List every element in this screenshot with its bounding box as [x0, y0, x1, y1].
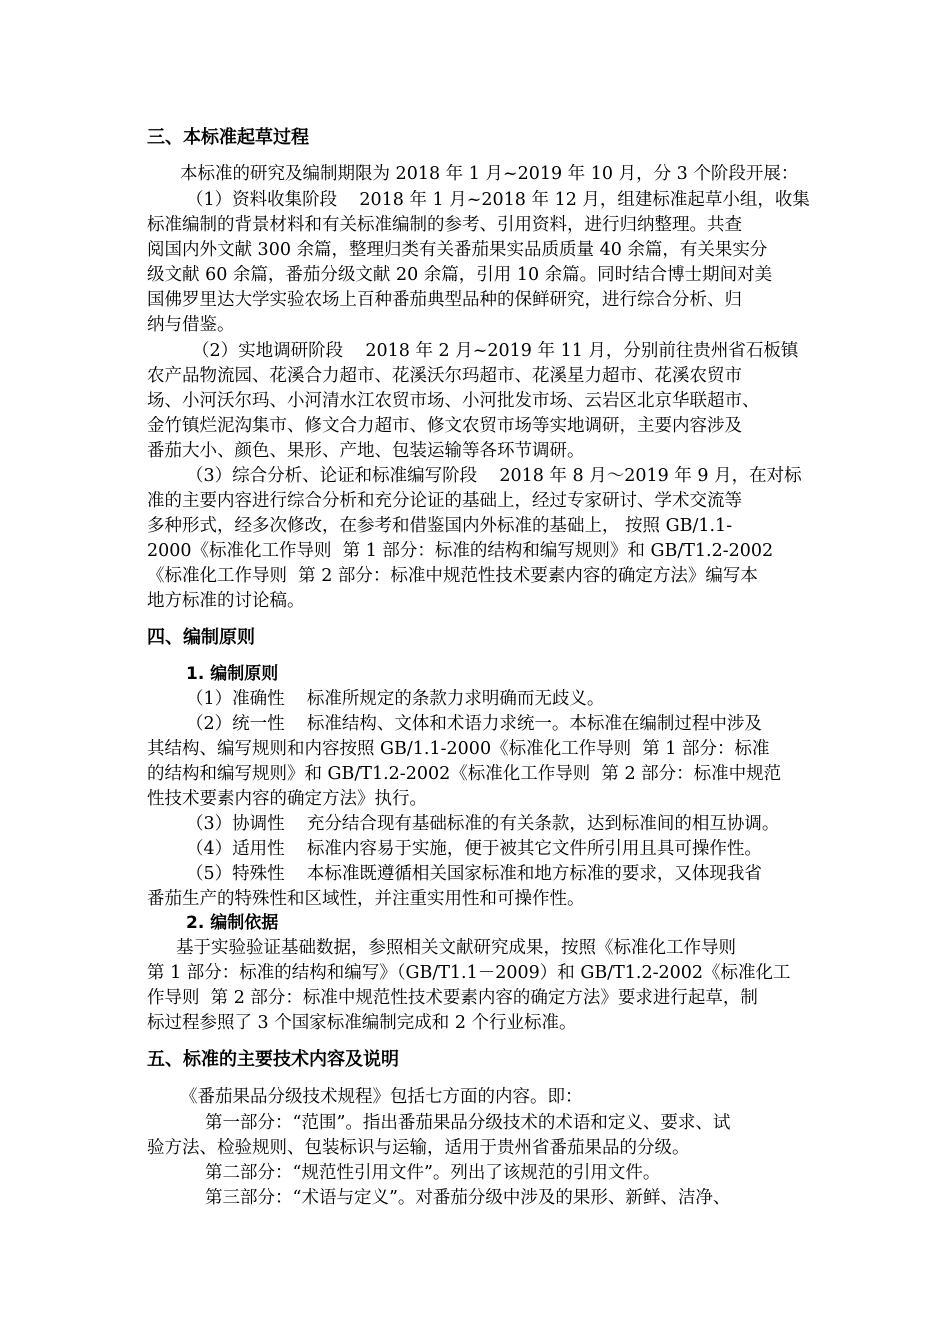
paragraph-line: 作导则 第 2 部分：标准中规范性技术要素内容的确定方法》要求进行起草，制 — [147, 988, 758, 1008]
paragraph-line: 场、小河沃尔玛、小河清水江农贸市场、小河批发市场、云岩区北京华联超市、 — [147, 391, 760, 411]
paragraph-line: 阅国内外文献 300 余篇，整理归类有关番茄果实品质质量 40 余篇，有关果实分 — [147, 240, 768, 260]
paragraph-line: 验方法、检验规则、包装标识与运输，适用于贵州省番茄果品的分级。 — [147, 1138, 690, 1158]
paragraph-line: （3）协调性 充分结合现有基础标准的有关条款，达到标准间的相互协调。 — [186, 814, 780, 834]
paragraph-line: 《番茄果品分级技术规程》包括七方面的内容。即： — [180, 1087, 583, 1107]
paragraph-line: 标准编制的背景材料和有关标准编制的参考、引用资料，进行归纳整理。共查 — [147, 215, 742, 235]
paragraph-line: （2）统一性 标准结构、文体和术语力求统一。本标准在编制过程中涉及 — [186, 714, 762, 734]
paragraph-line: 第二部分：“规范性引用文件”。列出了该规范的引用文件。 — [205, 1163, 661, 1183]
paragraph-line: 国佛罗里达大学实验农场上百种番茄典型品种的保鲜研究，进行综合分析、归 — [147, 290, 742, 310]
paragraph-line: 纳与借鉴。 — [147, 315, 235, 335]
paragraph-line: 第三部分：“术语与定义”。对番茄分级中涉及的果形、新鲜、洁净、 — [205, 1188, 731, 1208]
section-heading: 四、编制原则 — [147, 627, 255, 648]
paragraph-line: （5）特殊性 本标准既遵循相关国家标准和地方标准的要求，又体现我省 — [186, 864, 762, 884]
paragraph-line: （3）综合分析、论证和标准编写阶段 2018 年 8 月～2019 年 9 月，在对标 — [186, 466, 802, 486]
paragraph-line: 金竹镇烂泥沟集市、修文合力超市、修文农贸市场等实地调研，主要内容涉及 — [147, 416, 742, 436]
paragraph-line: 地方标准的讨论稿。 — [147, 591, 305, 611]
paragraph-line: （4）适用性 标准内容易于实施，便于被其它文件所引用且具可操作性。 — [186, 839, 762, 859]
paragraph-line: 番茄大小、颜色、果形、产地、包装运输等各环节调研。 — [147, 441, 585, 461]
paragraph-line: 《标准化工作导则 第 2 部分：标准中规范性技术要素内容的确定方法》编写本 — [147, 566, 758, 586]
paragraph-line: 的结构和编写规则》和 GB/T1.2-2002《标准化工作导则 第 2 部分：标准中规范 — [147, 764, 782, 784]
section-heading: 五、标准的主要技术内容及说明 — [147, 1049, 399, 1070]
paragraph-line: 本标准的研究及编制期限为 2018 年 1 月~2019 年 10 月，分 3 个阶段开展： — [180, 164, 799, 184]
paragraph-line: 2000《标准化工作导则 第 1 部分：标准的结构和编写规则》和 GB/T1.2-2002 — [147, 541, 774, 561]
section-heading: 三、本标准起草过程 — [147, 127, 309, 148]
paragraph-line: 农产品物流园、花溪合力超市、花溪沃尔玛超市、花溪星力超市、花溪农贸市 — [147, 366, 742, 386]
paragraph-line: 第 1 部分：标准的结构和编写》（GB/T1.1－2009）和 GB/T1.2-2002《标准化工 — [147, 963, 791, 983]
subsection-heading: 1. 编制原则 — [186, 664, 279, 684]
paragraph-line: （2）实地调研阶段 2018 年 2 月~2019 年 11 月，分别前往贵州省石板镇 — [192, 341, 799, 361]
paragraph-line: 准的主要内容进行综合分析和充分论证的基础上，经过专家研讨、学术交流等 — [147, 491, 742, 511]
paragraph-line: 性技术要素内容的确定方法》执行。 — [147, 789, 427, 809]
paragraph-line: （1）准确性 标准所规定的条款力求明确而无歧义。 — [186, 689, 605, 709]
paragraph-line: 基于实验验证基础数据，参照相关文献研究成果，按照《标准化工作导则 — [176, 938, 736, 958]
paragraph-line: 第一部分：“范围”。指出番茄果品分级技术的术语和定义、要求、试 — [205, 1113, 731, 1133]
paragraph-line: 番茄生产的特殊性和区域性，并注重实用性和可操作性。 — [147, 889, 585, 909]
paragraph-line: （1）资料收集阶段 2018 年 1 月~2018 年 12 月，组建标准起草小组，收集 — [186, 190, 810, 210]
paragraph-line: 其结构、编写规则和内容按照 GB/1.1-2000《标准化工作导则 第 1 部分：标准 — [147, 739, 770, 759]
paragraph-line: 多种形式，经多次修改，在参考和借鉴国内外标准的基础上， 按照 GB/1.1- — [147, 516, 733, 536]
subsection-heading: 2. 编制依据 — [186, 913, 279, 933]
paragraph-line: 标过程参照了 3 个国家标准编制完成和 2 个行业标准。 — [147, 1013, 577, 1033]
paragraph-line: 级文献 60 余篇，番茄分级文献 20 余篇，引用 10 余篇。同时结合博士期间对美 — [147, 265, 773, 285]
